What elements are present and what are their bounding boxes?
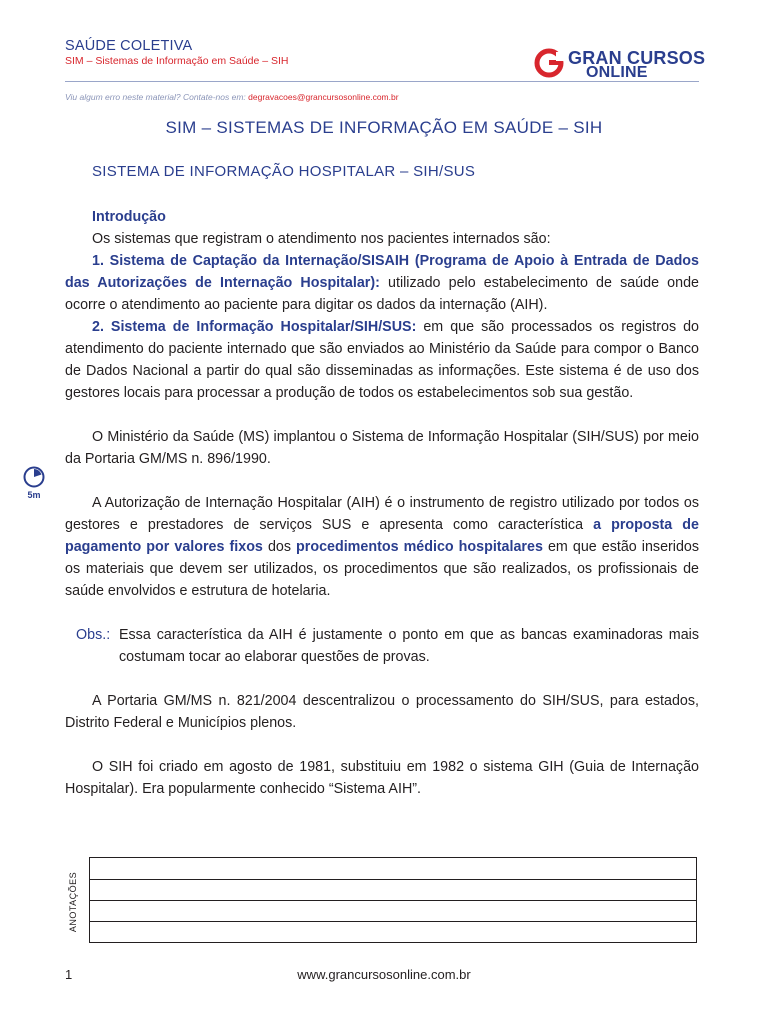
logo-text-line1: GRAN CURSOS [568,48,706,68]
intro-item-1-bold: 1. Sistema de Captação da Internação/SISAIH (Programa de Apoio à Entrada de Dados das Autorizações de Internação Hospitalar): [65,253,699,291]
header-divider [65,81,699,82]
footer-url-link[interactable]: www.grancursosonline.com.br [297,967,471,982]
paragraph-gih: O SIH foi criado em agosto de 1981, substituiu em 1982 o sistema GIH (Guia de Internação Hospitalar). Era popularmente conhecido “Sistema AIH”. [65,759,699,797]
page-title: SIM – SISTEMAS DE INFORMAÇÃO EM SAÚDE – SIH [165,118,603,137]
notes-line [90,879,696,880]
aih-text-2: dos [262,539,297,555]
intro-lead: Os sistemas que registram o atendimento nos pacientes internados são: [92,231,551,247]
aih-bold-1: a proposta de pagamento por valores fixos [65,517,699,555]
intro-heading: Introdução [92,209,166,225]
paragraph-aih [65,492,699,602]
notes-label [58,860,88,944]
page-number: 1 [65,967,73,982]
observation-note [76,624,699,668]
paragraph-ms: O Ministério da Saúde (MS) implantou o Sistema de Informação Hospitalar (SIH/SUS) por meio da Portaria GM/MS n. 896/1990. [65,429,699,467]
intro-item-2-bold: 2. Sistema de Informação Hospitalar/SIH/SUS: [92,319,417,335]
body-content [65,206,699,800]
aih-bold-2: procedimentos médico hospitalares [296,539,543,555]
intro-item-2-text: em que são processados os registros do atendimento do paciente internado que são enviados ao Ministério da Saúde para compor o Banco de Dados Nacional a partir do qual são disseminadas as informações. Este sistema é de uso dos gestores locais para processar a produção de todos os estabelecimentos sob sua gestão. [65,319,699,401]
logo-text-line2: ONLINE [586,64,648,81]
section-title: SISTEMA DE INFORMAÇÃO HOSPITALAR – SIH/SUS [92,163,476,180]
header-contact [65,92,399,102]
obs-label: Obs.: [76,627,111,643]
aih-text-3: em que estão inseridos os materiais que devem ser utilizados, os procedimentos que são realizados, os profissionais de saúde envolvidos e estrutura de hotelaria. [65,539,700,599]
intro-item-2 [65,316,699,404]
timer-label: 5m [27,490,41,500]
header-topic: SIM – Sistemas de Informação em Saúde – SIH [65,55,289,67]
notes-box[interactable] [89,857,697,943]
header-subject: SAÚDE COLETIVA [65,38,193,54]
notes-line [90,921,696,922]
obs-text: Essa característica da AIH é justamente o ponto em que as bancas examinadoras mais costumam tocar ao elaborar questões de provas. [119,627,699,665]
contact-email-link[interactable]: degravacoes@grancursosonline.com.br [248,92,399,102]
notes-line [90,900,696,901]
contact-text: Viu algum erro neste material? Contate-nos em: [65,92,246,102]
notes-label-text: ANOTAÇÕES [68,871,78,933]
gran-cursos-logo[interactable] [534,46,704,82]
clock-icon [22,465,46,489]
gran-logo-icon [534,48,564,78]
paragraph-portaria: A Portaria GM/MS n. 821/2004 descentralizou o processamento do SIH/SUS, para estados, Distrito Federal e Municípios plenos. [65,693,699,731]
intro-item-1 [65,250,699,316]
aih-text-1: A Autorização de Internação Hospitalar (AIH) é o instrumento de registro utilizado por todos os gestores e prestadores de serviços SUS e apresenta como característica [65,495,699,533]
intro-item-1-text: utilizado pelo estabelecimento de saúde onde ocorre o atendimento ao paciente para digitar os dados da internação (AIH). [65,275,699,313]
